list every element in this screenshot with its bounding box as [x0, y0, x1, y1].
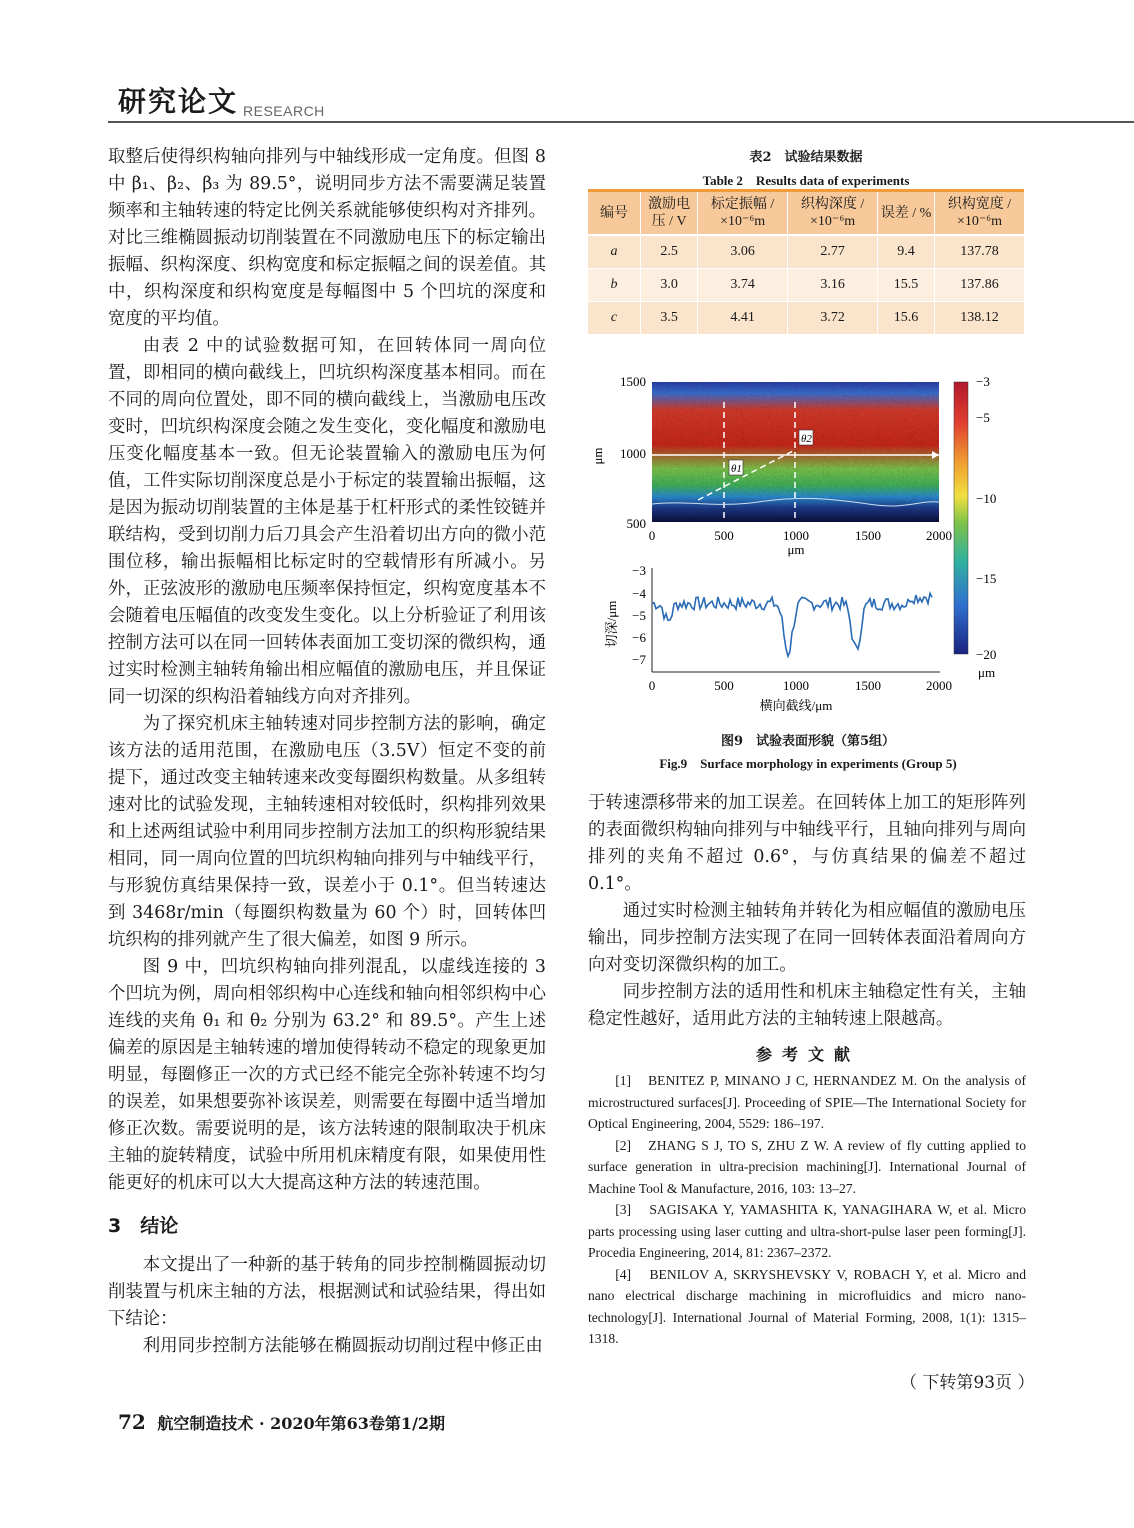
- table-cell: 3.72: [788, 302, 878, 335]
- table-cell: c: [588, 302, 641, 335]
- surface-morphology-figure: [588, 372, 1028, 722]
- table-row: [588, 269, 1024, 302]
- table-cell: 138.12: [935, 302, 1024, 335]
- tick-label: 1500: [855, 678, 881, 693]
- theta1-label: θ1: [731, 463, 742, 475]
- page-header-subtitle: RESEARCH: [243, 103, 325, 119]
- tick-label: 0: [648, 528, 656, 543]
- top-x-ticks: [649, 528, 952, 543]
- axis-label: 切深/μm: [604, 600, 619, 648]
- tick-label: 1000: [783, 528, 809, 543]
- depth-plot: [652, 568, 940, 672]
- page-header-title: 研究论文: [118, 85, 239, 118]
- right-column: [588, 790, 1026, 1033]
- tick-label: 1000: [783, 678, 809, 693]
- paragraph: 为了探究机床主轴转速对同步控制方法的影响，确定该方法的适用范围，在激励电压（3.5V）恒定不变的前提下，通过改变主轴转速来改变每圈织构数量。从多组转速对比的试验发现，主轴转速相对较低时，织构排列效果和上述两组试验中利用同步控制方法加工的织构形貌结果相同，同一周向位置的凹坑织构轴向排列与中轴线平行，与形貌仿真结果保持一致，误差小于 0.1°。但当转速达到 3468r/min（每圈织构数量为 60 个）时，回转体凹坑织构的排列就产生了很大偏差，如图 9 所示。: [108, 714, 546, 950]
- tick-label: −6: [632, 630, 646, 645]
- tick-label: 1500: [620, 374, 646, 389]
- table-cell: b: [588, 269, 641, 302]
- paragraph: 取整后使得织构轴向排列与中轴线形成一定角度。但图 8 中 β₁、β₂、β₃ 为 89.5°，说明同步方法不需要满足装置频率和主轴转速的特定比例关系就能够使织构对齐排列。对比三维椭圆振动切削装置在不同激励电压下的标定输出振幅、织构深度、织构宽度和标定振幅之间的误差值。其中，织构深度和织构宽度是每幅图中 5 个凹坑的深度和宽度的平均值。: [108, 147, 546, 329]
- table-cell: 3.0: [641, 269, 698, 302]
- tick-label: −4: [632, 586, 646, 601]
- axis-label: μm: [590, 447, 605, 465]
- table-cell: 2.5: [641, 235, 698, 269]
- paragraph: 同步控制方法的适用性和机床主轴稳定性有关，主轴稳定性越好，适用此方法的主轴转速上限越高。: [588, 982, 1026, 1029]
- depth-profile-line: [652, 593, 932, 656]
- table-cell: 3.74: [698, 269, 788, 302]
- colorbar-tick: −20: [976, 647, 997, 662]
- figure-caption-cn: 图9 试验表面形貌（第5组）: [720, 734, 896, 749]
- table-row: [588, 235, 1024, 269]
- reference-item: [2] ZHANG S J, TO S, ZHU Z W. A review of fly cutting applied to surface generation in ultra-precision machining[J]. International Journal of Machine Tool & Manufacture, 2016, 103: 13–27.: [588, 1137, 1026, 1196]
- colorbar-unit: μm: [978, 665, 996, 680]
- tick-label: 2000: [926, 678, 952, 693]
- table-header: 编号: [588, 192, 641, 235]
- journal-info: 航空制造技术 · 2020年第63卷第1/2期: [157, 1414, 446, 1433]
- colorbar: [954, 382, 968, 654]
- paragraph: 图 9 中，凹坑织构轴向排列混乱，以虚线连接的 3 个凹坑为例，周向相邻织构中心连线和轴向相邻织构中心连线的夹角 θ₁ 和 θ₂ 分别为 63.2° 和 89.5°。产生上述偏差的原因是主轴转速的增加使得转动不稳定的现象更加明显，每圈修正一次的方式已经不能完全弥补转速不均匀的误差，如果想要弥补该误差，则需要在每圈中适当增加修正次数。需要说明的是，该方法转速的限制取决于机床主轴的旋转精度，试验中所用机床精度有限，如果使用性能更好的机床可以大大提高这种方法的转速范围。: [108, 957, 546, 1193]
- figure-caption-en: Fig.9 Surface morphology in experiments (Group 5): [659, 756, 957, 771]
- table-header: 激励电压 / V: [641, 192, 698, 235]
- table-cell: 15.6: [878, 302, 935, 335]
- paragraph: 本文提出了一种新的基于转角的同步控制椭圆振动切削装置与机床主轴的方法，根据测试和试验结果，得出如下结论：: [108, 1255, 546, 1329]
- table-cell: 3.5: [641, 302, 698, 335]
- references-list: [588, 1070, 1026, 1350]
- tick-label: 1000: [620, 446, 646, 461]
- tick-label: 500: [626, 516, 646, 531]
- colorbar-tick: −10: [976, 491, 997, 506]
- continued-note: （ 下转第93页 ）: [900, 1373, 1035, 1393]
- tick-label: −3: [632, 563, 646, 578]
- table-cell: 3.16: [788, 269, 878, 302]
- table-header: 织构宽度 / ×10⁻⁶m: [935, 192, 1024, 235]
- tick-label: 500: [714, 678, 734, 693]
- paragraph: 利用同步控制方法能够在椭圆振动切削过程中修正由: [142, 1336, 543, 1356]
- theta2-label: θ2: [801, 433, 812, 445]
- left-column: [108, 144, 546, 1360]
- references-heading: 参考文献: [755, 1045, 860, 1064]
- header-rule: [108, 121, 1134, 123]
- tick-label: 500: [714, 528, 734, 543]
- colorbar-tick: −3: [976, 374, 990, 389]
- paragraph: 由表 2 中的试验数据可知，在回转体同一周向位置，即相同的横向截线上，凹坑织构深度基本相同。而在不同的周向位置处，即不同的横向截线上，当激励电压改变时，凹坑织构深度会随之发生变化，变化幅度和激励电压变化幅度基本一致。但无论装置输入的激励电压为何值，工件实际切削深度总是小于标定的装置输出振幅，这是因为振动切削装置的主体是基于杠杆形式的柔性铰链并联结构，受到切削力后刀具会产生沿着切出方向的微小范围位移，输出振幅相比标定时的空载情形有所减小。另外，正弦波形的激励电压频率保持恒定，织构宽度基本不会随着电压幅值的改变发生变化。以上分析验证了利用该控制方法可以在同一回转体表面加工变切深的微织构，通过实时检测主轴转角输出相应幅值的激励电压，并且保证同一切深的织构沿着轴线方向对齐排列。: [108, 336, 546, 707]
- table-caption-en: Table 2 Results data of experiments: [702, 173, 910, 188]
- table-cell: 137.78: [935, 235, 1024, 269]
- table-cell: 15.5: [878, 269, 935, 302]
- table-cell: 137.86: [935, 269, 1024, 302]
- tick-label: 0: [648, 678, 656, 693]
- table-row: [588, 302, 1024, 335]
- table-cell: 3.06: [698, 235, 788, 269]
- table-cell: a: [588, 235, 641, 269]
- table-header: 误差 / %: [878, 192, 935, 235]
- colorbar-tick: −5: [976, 410, 990, 425]
- reference-item: [4] BENILOV A, SKRYSHEVSKY V, ROBACH Y, et al. Micro and nano electrical discharge machining in microfluidics and micro nano-technology[J]. International Journal of Material Forming, 2008, 1(1): 1315–1318.: [588, 1266, 1026, 1346]
- page-footer: [118, 1410, 445, 1434]
- tick-label: 2000: [926, 528, 952, 543]
- tick-label: 1500: [855, 528, 881, 543]
- table-cell: 4.41: [698, 302, 788, 335]
- table-header: 标定振幅 / ×10⁻⁶m: [698, 192, 788, 235]
- tick-label: −5: [632, 608, 646, 623]
- axis-label: 横向截线/μm: [759, 698, 833, 713]
- paragraph: 于转速漂移带来的加工误差。在回转体上加工的矩形阵列的表面微织构轴向排列与中轴线平行，且轴向排列与周向排列的夹角不超过 0.6°，与仿真结果的偏差不超过 0.1°。: [588, 793, 1026, 894]
- table-header: 织构深度 / ×10⁻⁶m: [788, 192, 878, 235]
- axis-label: μm: [787, 542, 805, 557]
- reference-item: [3] SAGISAKA Y, YAMASHITA K, YANAGIHARA W, et al. Micro parts processing using laser cutting and ultra-short-pulse laser peen forming[J]. Procedia Engineering, 2014, 81: 2367–2372.: [588, 1202, 1026, 1260]
- tick-label: −7: [632, 652, 646, 667]
- paragraph: 通过实时检测主轴转角并转化为相应幅值的激励电压输出，同步控制方法实现了在同一回转体表面沿着周向方向对变切深微织构的加工。: [588, 901, 1026, 975]
- table-cell: 9.4: [878, 235, 935, 269]
- results-table: [588, 192, 1024, 335]
- page-number: 72: [118, 1410, 146, 1434]
- table-caption-cn: 表2 试验结果数据: [749, 150, 863, 165]
- section-heading: 3 结论: [108, 1215, 179, 1237]
- reference-item: [1] BENITEZ P, MINANO J C, HERNANDEZ M. On the analysis of microstructured surfaces[J]. Proceeding of SPIE—The International Society for Optical Engineering, 2004, 5529: 186–197.: [588, 1073, 1026, 1131]
- table-cell: 2.77: [788, 235, 878, 269]
- colorbar-tick: −15: [976, 571, 997, 586]
